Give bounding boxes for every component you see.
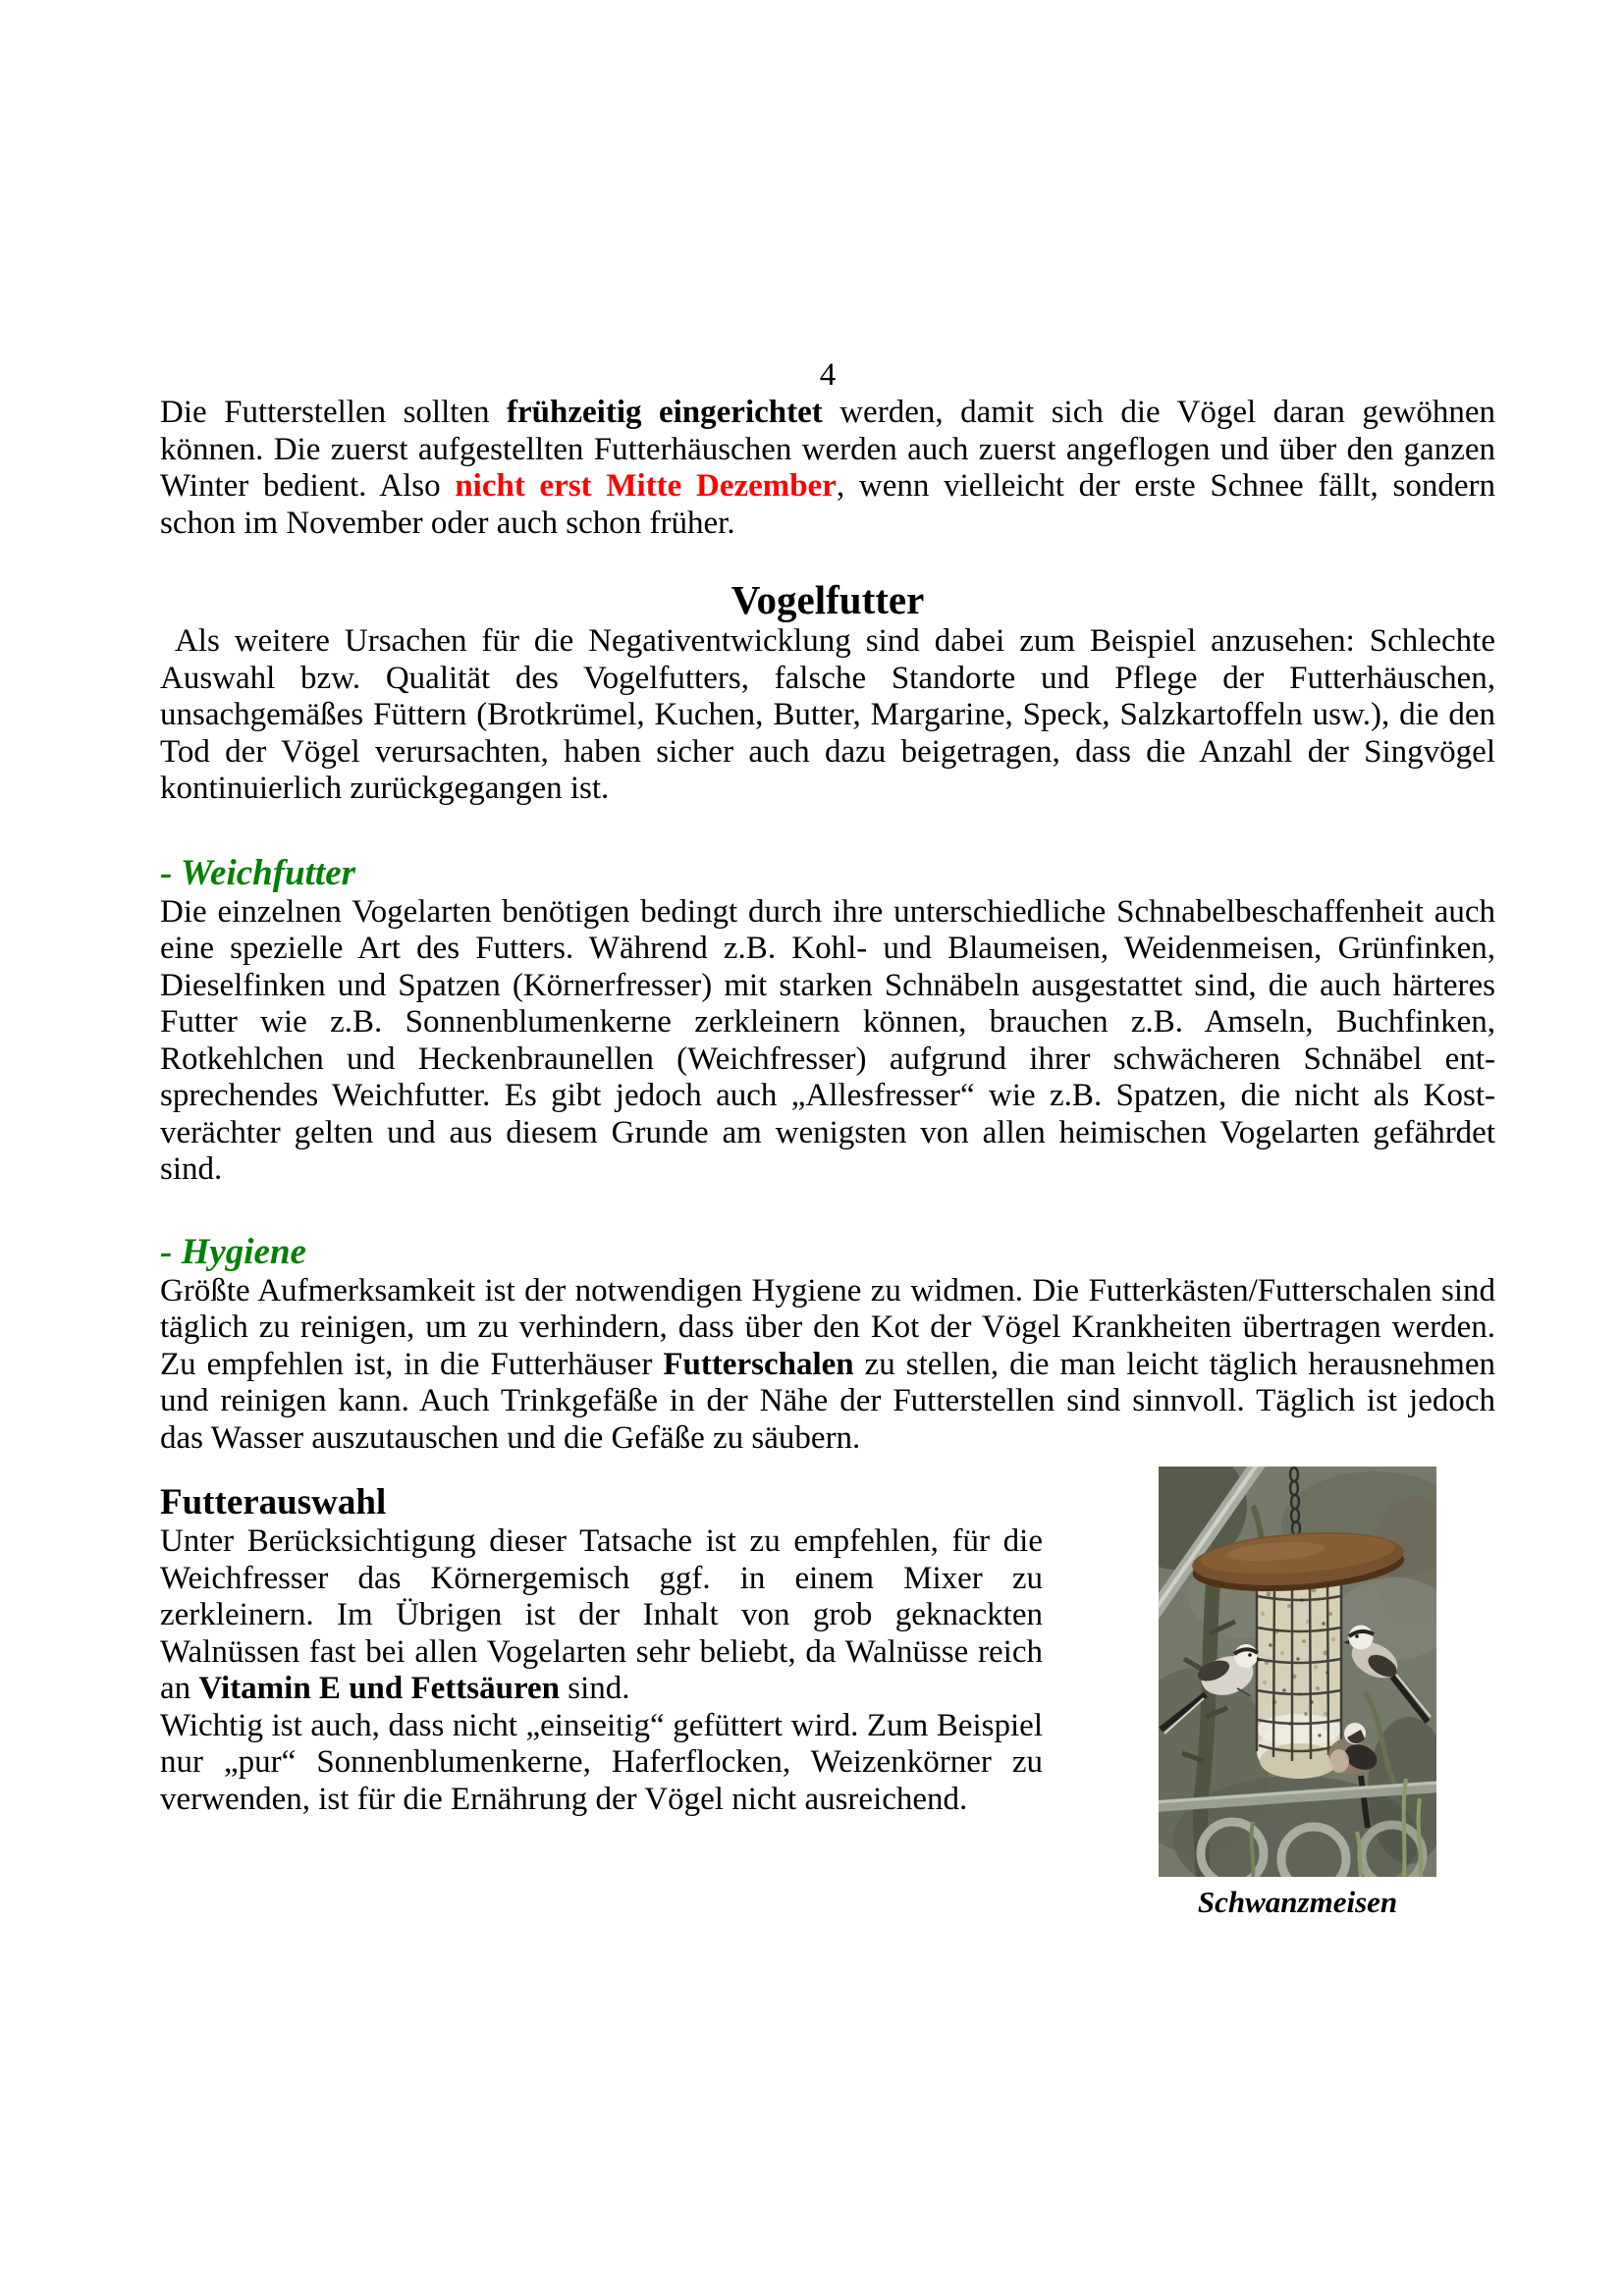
bird-feeder-figure	[1159, 1467, 1436, 1920]
figure-caption: Schwanzmeisen	[1197, 1885, 1398, 1919]
feeder-cage	[1257, 1575, 1341, 1779]
futterauswahl-paragraph-2: Wichtig ist auch, dass nicht „einseitig“ gefüttert wird. Zum Beispiel nur „pur“ Sonnenblumenkerne, Haferflocken, Weizenkörner zu verwenden, ist für die Ernährung der Vögel nicht ausreichend.	[160, 1707, 1043, 1817]
vogelfutter-paragraph: Als weitere Ursachen für die Negativentwicklung sind dabei zum Beispiel anzusehen: Schlechte Auswahl bzw. Qualität des Vogelfutters, falsche Standorte und Pflege der Futterhäuschen, unsachgemäßes Füttern (Brotkrümel, Kuchen, Butter, Margarine, Speck, Salzkartoffeln usw.), die den Tod der Vögel verursachten, haben sicher auch dazu beigetragen, dass die Anzahl der Singvögel kontinuierlich zurückgegangen ist.	[160, 623, 1495, 806]
futterauswahl-bold-vitamin: Vitamin E und Fettsäuren	[198, 1671, 561, 1706]
subheading-hygiene: - Hygiene	[160, 1231, 306, 1272]
bird-feeder-photo	[1159, 1467, 1436, 1877]
intro-text-2: werden, damit sich die Vögel daran gewöhnen können. Die zuerst aufgestellten Futterhäuschen werden auch zuerst angeflogen und über den ganzen Winter bedient. Also	[160, 395, 1496, 504]
section-title-vogelfutter: Vogelfutter	[730, 577, 925, 622]
hygiene-text-2: zu stellen, die man leicht täglich herausnehmen und reinigen kann. Auch Trinkgefäße in der Nähe der Futterstellen sind sinnvoll. Täglich ist jedoch das Wasser auszutauschen und die Gefäße zu säubern.	[160, 1346, 1495, 1456]
intro-text-3: , wenn vielleicht der erste Schnee fällt, sondern schon im November oder auch schon früher.	[160, 468, 1495, 541]
hygiene-paragraph	[160, 1273, 1495, 1458]
intro-text-1: Die Futterstellen sollten	[160, 395, 508, 430]
hygiene-text-1: Größte Aufmerksamkeit ist der notwendigen Hygiene zu widmen. Die Futterkästen/Futterschalen sind täglich zu reinigen, um zu verhindern, dass über den Kot der Vögel Krankheiten übertragen werden. Zu empfehlen ist, in die Futterhäuser	[160, 1272, 1495, 1382]
subheading-weichfutter: - Weichfutter	[160, 852, 356, 893]
hygiene-bold-futterschalen: Futterschalen	[663, 1346, 854, 1382]
subheading-futterauswahl: Futterauswahl	[160, 1482, 387, 1522]
futterauswahl-text-1: Unter Berücksichtigung dieser Tatsache ist zu empfehlen, für die Weichfresser das Körnergemisch ggf. in einem Mixer zu zerkleinern. Im Übrigen ist der Inhalt von grob geknackten Walnüssen fast bei allen Vogelarten sehr beliebt, da Walnüsse reich an	[160, 1523, 1043, 1706]
section-futterauswahl	[160, 1482, 1495, 1920]
intro-bold-fruehzeitig: frühzeitig eingerichtet	[507, 395, 823, 430]
page-content	[160, 0, 1495, 1920]
intro-red-warning: nicht erst Mitte Dezember	[455, 468, 837, 504]
page-number: 4	[819, 357, 837, 393]
weichfutter-paragraph: Die einzelnen Vogelarten benötigen bedingt durch ihre unterschiedliche Schnabelbeschaffenheit auch eine spezielle Art des Futters. Während z.B. Kohl- und Blaumeisen, Weidenmeisen, Grünfinken, Dieselfinken und Spatzen (Körnerfresser) mit starken Schnäbeln ausgestattet sind, die auch härteres Futter wie z.B. Sonnenblumenkerne zerkleinern können, brauchen z.B. Amseln, Buchfinken, Rotkehlchen und Heckenbraunellen (Weichfresser) aufgrund ihrer schwächeren Schnäbel ent-sprechendes Weichfutter. Es gibt jedoch auch „Allesfresser“ wie z.B. Spatzen, die nicht als Kost-verächter gelten und aus diesem Grunde am wenigsten von allen heimischen Vogelarten gefährdet sind.	[160, 893, 1495, 1187]
futterauswahl-text-2: sind.	[560, 1671, 630, 1706]
intro-paragraph	[160, 395, 1495, 542]
